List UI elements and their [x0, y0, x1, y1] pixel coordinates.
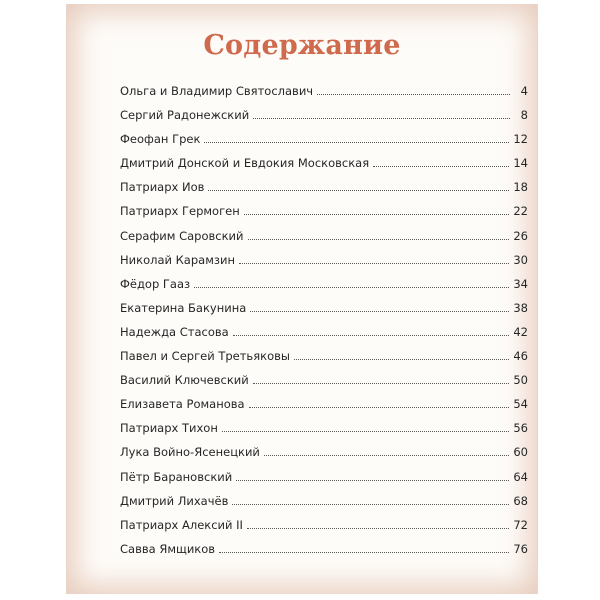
toc-entry-page: 30 — [513, 252, 528, 267]
toc-entry-page: 18 — [513, 180, 528, 195]
toc-entry — [120, 180, 528, 204]
toc-entry-name: Савва Ямщиков — [120, 541, 216, 556]
toc-entry — [120, 84, 528, 108]
toc-entry — [120, 301, 528, 325]
toc-entry-page: 8 — [520, 108, 528, 123]
toc-entry-page: 34 — [513, 276, 528, 291]
toc-entry-page: 50 — [513, 373, 528, 388]
toc-entry — [120, 445, 528, 469]
toc-entry-page: 64 — [513, 469, 528, 484]
toc-entry-page: 68 — [513, 493, 528, 508]
toc-entry — [120, 253, 528, 277]
dot-leader — [253, 118, 510, 119]
toc-entry-name: Ольга и Владимир Святославич — [120, 84, 314, 98]
dot-leader — [239, 263, 509, 264]
toc-entry — [120, 156, 528, 180]
dot-leader — [264, 455, 509, 456]
toc-entry — [120, 542, 528, 566]
toc-entry — [120, 325, 528, 349]
toc-entry-name: Елизавета Романова — [120, 397, 245, 412]
dot-leader — [233, 335, 510, 336]
toc-entry-name: Сергий Радонежский — [120, 108, 250, 123]
toc-entry-name: Дмитрий Лихачёв — [120, 493, 229, 508]
toc-entry — [120, 108, 528, 132]
toc-entry — [120, 349, 528, 373]
dot-leader — [194, 287, 509, 288]
dot-leader — [219, 552, 509, 553]
dot-leader — [247, 528, 509, 529]
dot-leader — [208, 190, 509, 191]
toc-entry-name: Екатерина Бакунина — [120, 300, 247, 315]
toc-entry-name: Феофан Грек — [120, 132, 201, 147]
toc-entry-name: Николай Карамзин — [120, 252, 235, 267]
toc-entry-page: 72 — [513, 517, 528, 532]
toc-entry — [120, 277, 528, 301]
dot-leader — [249, 407, 510, 408]
dot-leader — [253, 383, 510, 384]
toc-entry-page: 38 — [513, 300, 528, 315]
toc-entry-page: 26 — [513, 228, 528, 243]
toc-entry-page: 12 — [513, 132, 528, 147]
toc-entry-name: Фёдор Гааз — [120, 276, 191, 291]
toc-entry — [120, 421, 528, 445]
dot-leader — [236, 480, 509, 481]
page-title: Содержание — [203, 30, 401, 61]
toc-entry-page: 60 — [513, 445, 528, 460]
toc-entry — [120, 373, 528, 397]
toc-entry — [120, 204, 528, 228]
toc-entry-page: 54 — [513, 397, 528, 412]
dot-leader — [250, 311, 509, 312]
toc-entry — [120, 518, 528, 542]
toc-entry-name: Пётр Барановский — [120, 469, 233, 484]
toc-entry-name: Василий Ключевский — [120, 373, 249, 388]
toc-entry-page: 42 — [513, 324, 528, 339]
dot-leader — [232, 504, 509, 505]
toc-entry-name: Павел и Сергей Третьяковы — [120, 349, 290, 364]
toc-entry-name: Патриарх Гермоген — [120, 204, 240, 219]
toc-entry-page: 56 — [513, 421, 528, 436]
dot-leader — [204, 142, 509, 143]
toc-entry-page: 22 — [513, 204, 528, 219]
toc-entry-page: 4 — [520, 84, 528, 98]
toc-entry-name: Дмитрий Донской и Евдокия Московская — [120, 156, 370, 171]
dot-leader — [244, 214, 510, 215]
toc-entry-page: 46 — [513, 349, 528, 364]
toc-entry-page: 76 — [513, 541, 528, 556]
dot-leader — [373, 166, 509, 167]
toc-entry — [120, 494, 528, 518]
toc-entry — [120, 229, 528, 253]
dot-leader — [222, 431, 510, 432]
toc-entry-name: Серафим Саровский — [120, 228, 244, 243]
toc-entry — [120, 397, 528, 421]
book-page — [66, 4, 538, 594]
toc-entry-name: Патриарх Иов — [120, 180, 205, 195]
toc-entry-name: Надежда Стасова — [120, 324, 229, 339]
toc-entry — [120, 132, 528, 156]
table-of-contents — [120, 84, 528, 566]
toc-entry-name: Лука Войно-Ясенецкий — [120, 445, 260, 460]
toc-entry-page: 14 — [513, 156, 528, 171]
dot-leader — [317, 94, 510, 95]
dot-leader — [248, 239, 510, 240]
dot-leader — [294, 359, 509, 360]
toc-entry-name: Патриарх Алексий II — [120, 517, 243, 532]
toc-entry — [120, 470, 528, 494]
toc-entry-name: Патриарх Тихон — [120, 421, 218, 436]
